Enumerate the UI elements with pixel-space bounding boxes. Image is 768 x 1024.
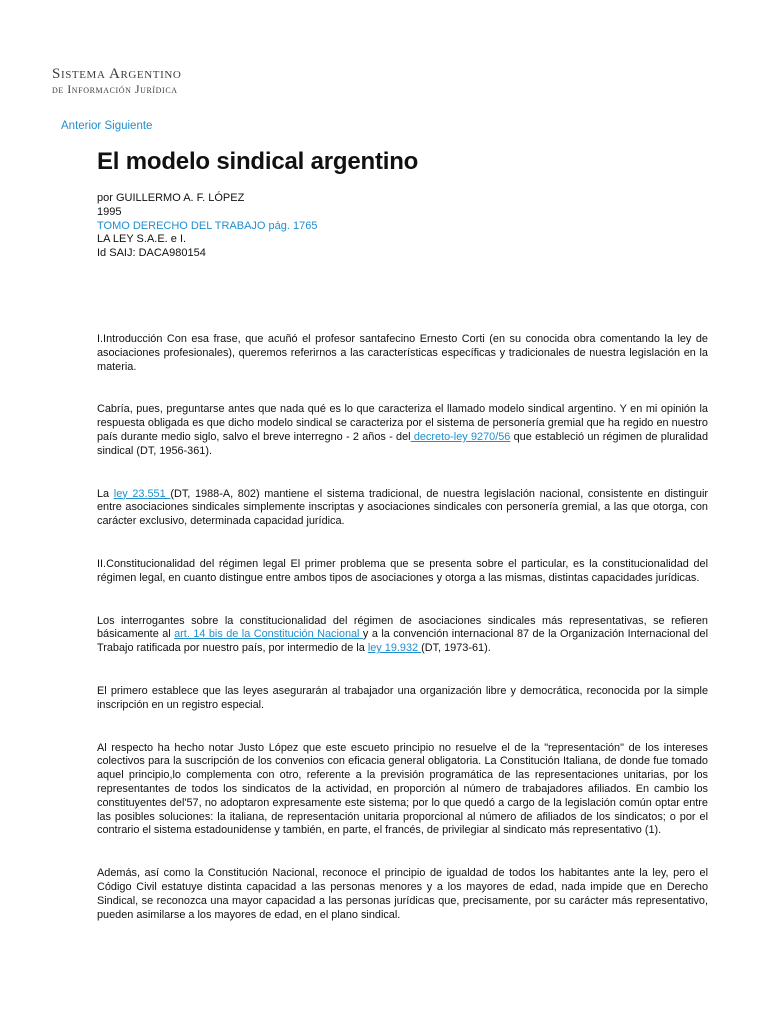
paragraph-text: (DT, 1988-A, 802) mantiene el sistema tradicional, de nuestra legislación nacional, consistente en distinguir entre asociaciones sindicales simplemente inscriptas y asociaciones sindicales con personería gremial, a las que otorga, con carácter exclusivo, determinada capacidad jurídica. [97,487,708,528]
paragraph-text: Al respecto ha hecho notar Justo López que este escueto principio no resuelve el de la "representación" de los intereses colectivos para la suscripción de los convenios con eficacia general obligatoria. La Constitución Italiana, de donde fue tomado aquel principio,lo complementa con otro, referente a la previsión programática de las representaciones unitarias, por los representantes de todos los sindicatos de la actividad, en proporción al número de trabajadores afiliados. En cambio los constituyentes del'57, no adoptaron expresamente este sistema; por lo que quedó a cargo de la legislación común optar entre las posibles soluciones: la italiana, de representación unitaria proporcional al número de afiliados de los sindicatos; o por el contrario el sistema estadounidense y también, en parte, el francés, de privilegiar al sindicato más representativo (1). [97,741,708,837]
paragraph-text: II.Constitucionalidad del régimen legal El primer problema que se presenta sobre el particular, es la constitucionalidad del régimen legal, en cuanto distingue entre ambos tipos de asociaciones y otorga a las mismas, distintas capacidades jurídicas. [97,557,708,584]
paragraph-text: que estableció un régimen de pluralidad sindical (DT, 1956-361). [97,430,708,457]
article-title: El modelo sindical argentino [97,148,419,175]
paragraph-introduccion [97,333,708,374]
article-id: Id SAIJ: DACA980154 [97,247,206,260]
next-link[interactable]: Siguiente [104,120,153,132]
paragraph-text: y a la convención internacional 87 de la Organización Internacional del Trabajo ratificada por nuestro país, por intermedio de la [97,628,708,655]
paragraph-constitucionalidad [97,558,708,586]
paragraph-ley-23551 [97,488,708,529]
article-meta [97,192,708,261]
paragraph-text: I.Introducción Con esa frase, que acuñó el profesor santafecino Ernesto Corti (en su conocida obra comentando la ley de asociaciones profesionales), queremos referirnos a las características específicas y tradicionales de nuestra legislación en la materia. [97,333,708,373]
article-header [97,146,708,261]
article-body [97,333,708,951]
pagination-nav [61,120,152,132]
paragraph-text: (DT, 1973-61). [421,642,491,655]
logo-line-2: de Información Jurídica [52,84,178,96]
ley-23551-link[interactable]: ley 23.551 [113,487,171,500]
paragraph-text: La [97,487,114,500]
article-author: por GUILLERMO A. F. LÓPEZ [97,192,245,204]
paragraph-text: Los interrogantes sobre la constitucionalidad del régimen de asociaciones sindicales más representativas, se refieren básicamente al [97,614,708,641]
paragraph-modelo [97,403,708,458]
saij-logo [52,66,181,97]
paragraph-text: El primero establece que las leyes asegurarán al trabajador una organización libre y democrática, reconocida por la simple inscripción en un registro especial. [97,684,708,711]
ley-19932-link[interactable]: ley 19.932 [367,642,422,655]
previous-link[interactable]: Anterior [61,120,102,132]
paragraph-text: Cabría, pues, preguntarse antes que nada qué es lo que caracteriza el llamado modelo sindical argentino. Y en mi opinión la respuesta obligada es que dicho modelo sindical se caracteriza por el sistema de personería gremial que ha regido en nuestro país durante medio siglo, salvo el breve interregno - 2 años - del [97,403,708,443]
paragraph-justo-lopez [97,742,708,839]
paragraph-ademas [97,867,708,922]
art-14-bis-link[interactable]: art. 14 bis de la Constitución Nacional [174,628,363,641]
logo-line-1: Sistema Argentino [52,66,182,82]
article-publisher: LA LEY S.A.E. e I. [97,233,187,246]
paragraph-primero [97,685,708,713]
article-year: 1995 [97,205,122,218]
article-source-link[interactable]: TOMO DERECHO DEL TRABAJO pág. 1765 [97,219,318,232]
paragraph-text: Además, así como la Constitución Nacional, reconoce el principio de igualdad de todos los habitantes ante la ley, pero el Código Civil estatuye distinta capacidad a las personas menores y a los mayores de edad, nada impide que en Derecho Sindical, se reconozca una mayor capacidad a las personas jurídicas que, precisamente, por su carácter más representativo, pueden asimilarse a los mayores de edad, en el plano sindical. [97,867,708,921]
paragraph-interrogantes [97,615,708,656]
decreto-ley-link[interactable]: decreto-ley 9270/56 [410,430,511,443]
